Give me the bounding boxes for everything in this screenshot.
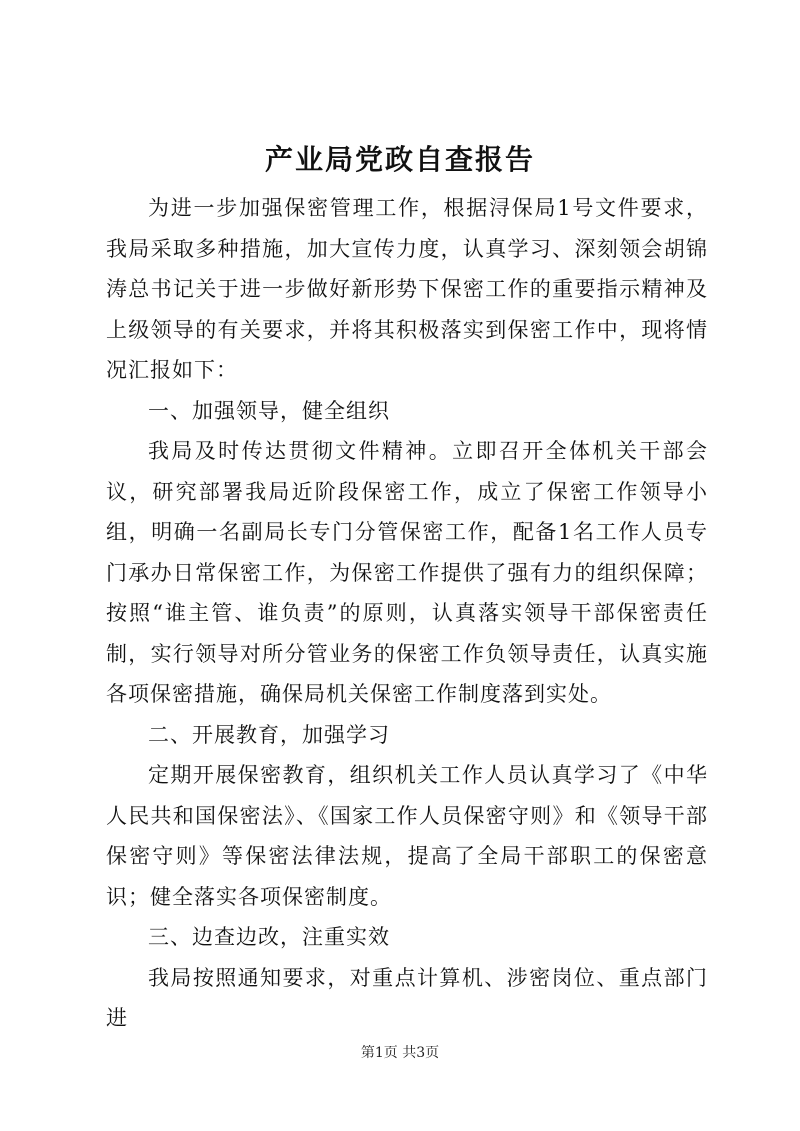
section-2-paragraph: 定期开展保密教育，组织机关工作人员认真学习了《中华人民共和国保密法》、《国家工作人员保密守则》和《领导干部保密守则》等保密法律法规，提高了全局干部职工的保密意识；健全落实各项保密制度。 [106, 763, 708, 909]
section-heading-3: 三、边查边改，注重实效 [148, 925, 390, 949]
document-body [106, 188, 708, 1039]
section-3-paragraph: 我局按照通知要求，对重点计算机、涉密岗位、重点部门进 [106, 965, 708, 1030]
section-1-paragraph: 我局及时传达贯彻文件精神。立即召开全体机关干部会议，研究部署我局近阶段保密工作，成立了保密工作领导小组，明确一名副局长专门分管保密工作，配备1名工作人员专门承办日常保密工作，为保密工作提供了强有力的组织保障；按照“谁主管、谁负责”的原则，认真落实领导干部保密责任制，实行领导对所分管业务的保密工作负领导责任，认真实施各项保密措施，确保局机关保密工作制度落到实处。 [106, 439, 708, 706]
document-title: 产业局党政自查报告 [264, 143, 535, 176]
intro-paragraph: 为进一步加强保密管理工作，根据浔保局1号文件要求，我局采取多种措施，加大宣传力度，认真学习、深刻领会胡锦涛总书记关于进一步做好新形势下保密工作的重要指示精神及上级领导的有关要求，并将其积极落实到保密工作中，现将情况汇报如下： [106, 196, 708, 382]
page-footer: 第1页 共3页 [360, 1045, 440, 1061]
section-heading-2: 二、开展教育，加强学习 [148, 722, 390, 747]
section-heading-1: 一、加强领导，健全组织 [148, 398, 390, 423]
